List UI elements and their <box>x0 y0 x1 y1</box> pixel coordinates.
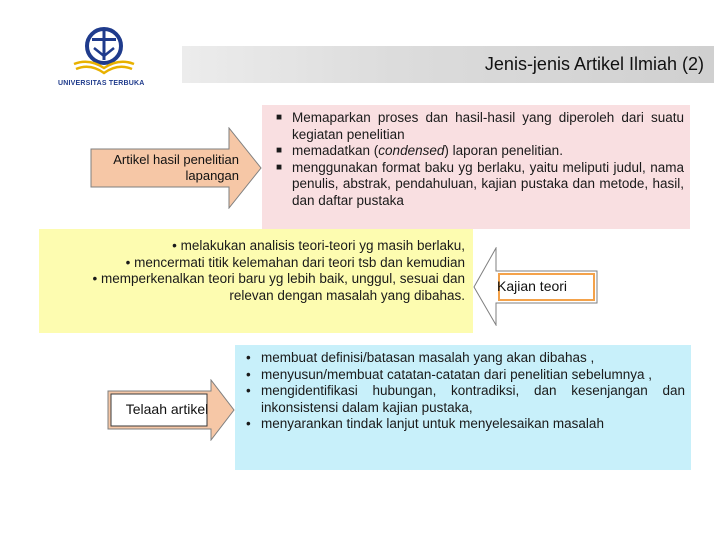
square-bullet-icon: ■ <box>276 112 283 123</box>
list-item: • mengidentifikasi hubungan, kontradiksi, dan kesenjangan dan inkonsistensi dalam kajian pustaka, <box>246 383 685 415</box>
title-bar <box>182 46 714 83</box>
arrow-label-theory-review <box>473 247 613 326</box>
list-item: • menyusun/membuat catatan-catatan dari penelitian sebelumnya , <box>246 366 652 382</box>
logo-emblem-icon <box>64 24 144 82</box>
arrow-label-article-review <box>107 379 235 441</box>
list-item: • mencermati titik kelemahan dari teori tsb dan kemudian <box>125 254 465 270</box>
list-item: ■ Memaparkan proses dan hasil-hasil yang diperoleh dari suatu kegiatan penelitian <box>276 110 684 142</box>
bullet-icon: • <box>246 366 251 382</box>
square-bullet-icon: ■ <box>276 145 283 156</box>
arrow-label-text: Kajian teori <box>497 278 568 294</box>
article-review-description-box <box>235 345 691 470</box>
theory-review-description-box <box>39 229 473 333</box>
list-item: ■ menggunakan format baku yg berlaku, yaitu meliputi judul, nama penulis, abstrak, pendahuluan, kajian pustaka dan metode, hasil, dan daftar pustaka <box>276 159 684 208</box>
list-item: • membuat definisi/batasan masalah yang akan dibahas , <box>246 350 595 365</box>
arrow-label-text: Artikel hasil penelitian lapangan <box>113 152 239 183</box>
arrow-label-field-research <box>90 127 262 209</box>
bullet-icon: • <box>246 383 251 398</box>
arrow-label-text: Telaah artikel <box>125 401 209 417</box>
list-item: • melakukan analisis teori-teori yg masih berlaku, <box>172 238 465 253</box>
list-item: • memperkenalkan teori baru yg lebih baik, unggul, sesuai dan relevan dengan masalah yang dibahas. <box>92 271 465 303</box>
list-item: • menyarankan tindak lanjut untuk menyelesaikan masalah <box>246 416 604 431</box>
bullet-icon: • <box>246 350 251 365</box>
field-research-description-box <box>262 105 690 229</box>
bullet-icon: • <box>246 416 251 431</box>
slide-title: Jenis-jenis Artikel Ilmiah (2) <box>484 54 704 74</box>
logo-wordmark: UNIVERSITAS TERBUKA <box>58 80 145 87</box>
square-bullet-icon: ■ <box>276 161 283 173</box>
list-item: ■ memadatkan (condensed) laporan penelitian. <box>276 143 563 158</box>
